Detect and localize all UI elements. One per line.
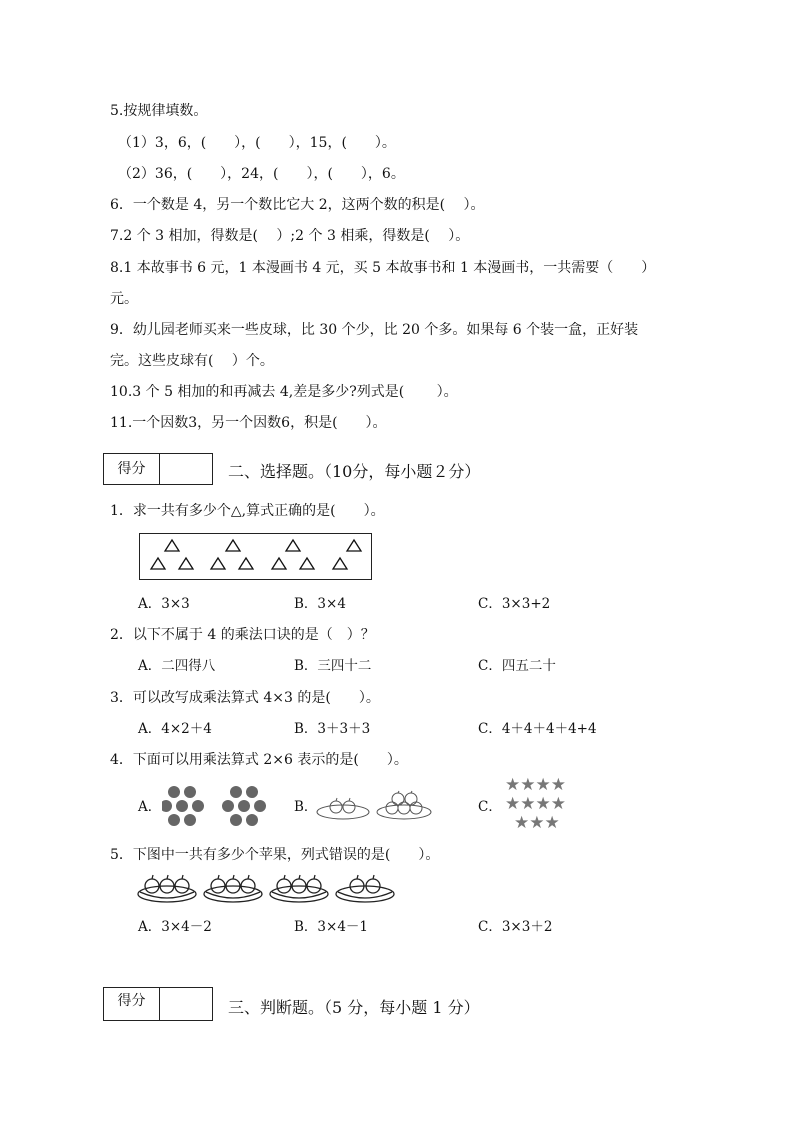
q6: 6．一个数是 4，另一个数比它大 2，这两个数的积是( ）。 <box>110 197 485 213</box>
s2-q3-option-b[interactable]: B．3＋3＋3 <box>294 721 371 737</box>
s2-q1-text: 1．求一共有多少个△,算式正确的是( ）。 <box>110 503 385 519</box>
q8-line2: 元。 <box>110 291 138 307</box>
score-box-2[interactable] <box>103 987 213 1021</box>
s2-q2-option-b[interactable]: B．三四十二 <box>294 658 372 674</box>
q10: 10.3 个 5 相加的和再减去 4,差是多少?列式是( ）。 <box>110 384 458 400</box>
score-box[interactable] <box>103 453 213 485</box>
q7: 7.2 个 3 相加，得数是( ）;2 个 3 相乘，得数是( ）。 <box>110 228 470 244</box>
s2-q3-text: 3．可以改写成乘法算式 4×3 的是( ）。 <box>110 690 380 706</box>
stars-row-1: ★★★★ <box>505 775 566 795</box>
s2-q5-text: 5．下图中一共有多少个苹果，列式错误的是( ）。 <box>110 847 440 863</box>
s2-q4-option-c[interactable]: C． <box>478 799 502 815</box>
score-label: 得分 <box>104 454 160 484</box>
q5-row2: （2）36，( ），24，( ），( ），6。 <box>118 166 405 182</box>
apple-plates-icon <box>316 790 432 822</box>
s2-q3-option-a[interactable]: A．4×2＋4 <box>138 721 212 737</box>
s2-q4-text: 4．下面可以用乘法算式 2×6 表示的是( ）。 <box>110 752 408 768</box>
stars-row-3: ★★★ <box>514 813 560 833</box>
section2-title: 二、选择题。（10分，每小题２分） <box>228 462 481 481</box>
q9-line1: 9．幼儿园老师买来一些皮球，比 30 个少，比 20 个多。如果每 6 个装一盒，正好装 <box>110 322 639 338</box>
s2-q3-option-c[interactable]: C．4＋4＋4＋4+4 <box>478 721 597 737</box>
triangles-icon <box>140 534 370 578</box>
s2-q5-option-a[interactable]: A．3×4－2 <box>138 919 212 935</box>
s2-q2-option-a[interactable]: A．二四得八 <box>138 658 216 674</box>
stars-row-2: ★★★★ <box>505 794 566 814</box>
s2-q4-option-a[interactable]: A． <box>138 799 162 815</box>
s2-q5-option-c[interactable]: C．3×3＋2 <box>478 919 553 935</box>
q9-line2: 完。这些皮球有( ）个。 <box>110 353 274 369</box>
q8-line1: 8.1 本故事书 6 元，1 本漫画书 4 元，买 5 本故事书和 1 本漫画书，一共需要（ ） <box>110 260 656 276</box>
q11: 11.一个因数3，另一个因数6，积是( ）。 <box>110 415 387 431</box>
q5-title: 5.按规律填数。 <box>110 103 208 119</box>
s2-q4-option-b[interactable]: B． <box>294 799 318 815</box>
s2-q5-option-b[interactable]: B．3×4－1 <box>294 919 368 935</box>
s2-q2-text: 2．以下不属于 4 的乘法口诀的是（ ）？ <box>110 627 375 643</box>
score-label-2: 得分 <box>104 988 160 1020</box>
stars-figure <box>505 776 566 833</box>
section3-title: 三、判断题。（5 分，每小题 1 分） <box>228 998 480 1017</box>
q5-row1: （1）3，6，( ），( ），15，( ）。 <box>118 135 396 151</box>
s2-q1-option-b[interactable]: B．3×4 <box>294 596 346 612</box>
apple-plates-row-icon <box>136 870 398 906</box>
s2-q2-option-c[interactable]: C．四五二十 <box>478 658 556 674</box>
s2-q1-option-a[interactable]: A．3×3 <box>138 596 190 612</box>
triangle-figure <box>139 533 372 580</box>
s2-q1-option-c[interactable]: C．3×3+2 <box>478 596 551 612</box>
dots-groups-icon <box>162 782 272 830</box>
